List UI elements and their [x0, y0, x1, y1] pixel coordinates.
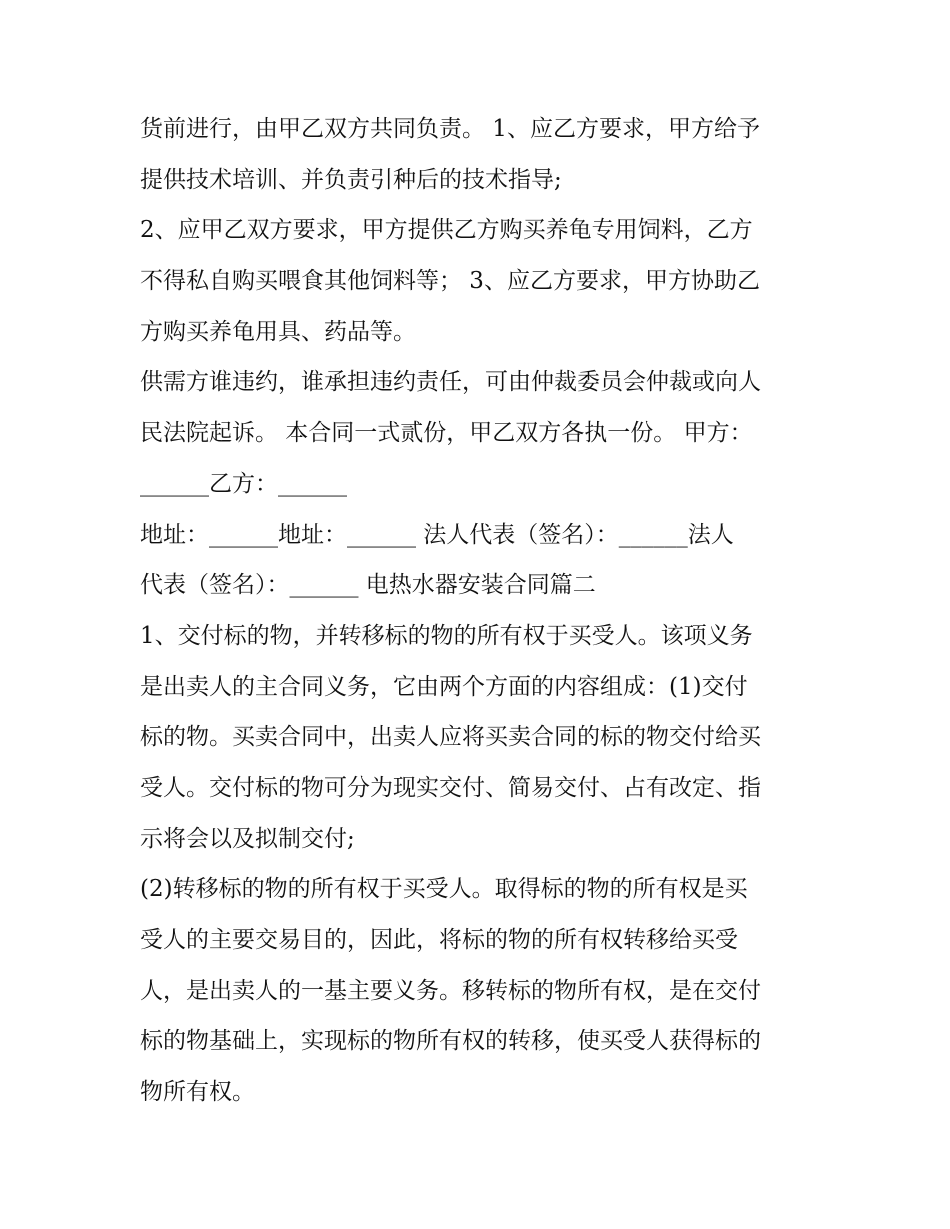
- paragraph-training: [140, 104, 820, 205]
- paragraph-ownership: [140, 864, 820, 1117]
- text-line: 不得私自购买喂食其他饲料等； 3、应乙方要求，甲方协助乙: [140, 268, 760, 295]
- text-line: 是出卖人的主合同义务，它由两个方面的内容组成：(1)交付: [140, 673, 748, 700]
- text-line: 提供技术培训、并负责引种后的技术指导;: [140, 166, 562, 193]
- document-body: [140, 104, 820, 1118]
- text-line: 2、应甲乙双方要求，甲方提供乙方购买养龟专用饲料，乙方: [140, 217, 753, 244]
- text-line: 示将会以及拟制交付;: [140, 825, 355, 852]
- text-line: 方购买养龟用具、药品等。: [140, 318, 416, 345]
- text-line: 1、交付标的物，并转移标的物的所有权于买受人。该项义务: [140, 622, 753, 649]
- text-line: 民法院起诉。 本合同一式贰份，甲乙双方各执一份。 甲方：: [140, 420, 753, 447]
- text-line: 人，是出卖人的一基主要义务。移转标的物所有权，是在交付: [140, 977, 761, 1004]
- address-representative-line: 地址：______地址：______ 法人代表（签名）：______法人: [140, 521, 734, 548]
- text-line: 受人的主要交易目的，因此，将标的物的所有权转移给买受: [140, 927, 738, 953]
- paragraph-delivery: [140, 611, 820, 864]
- text-line: 物所有权。: [140, 1079, 255, 1106]
- signature-parties-line: ______乙方：______: [140, 470, 347, 497]
- paragraph-breach: [140, 357, 820, 509]
- paragraph-addresses: [140, 510, 820, 611]
- text-line: 货前进行，由甲乙双方共同负责。 1、应乙方要求，甲方给予: [140, 116, 760, 142]
- text-line: (2)转移标的物的所有权于买受人。取得标的物的所有权是买: [140, 876, 748, 903]
- text-line: 供需方谁违约，谁承担违约责任，可由仲裁委员会仲裁或向人: [140, 369, 761, 396]
- text-line: 标的物。买卖合同中，出卖人应将买卖合同的标的物交付给买: [140, 724, 761, 751]
- text-line: 受人。交付标的物可分为现实交付、简易交付、占有改定、指: [140, 774, 761, 801]
- text-line: 标的物基础上，实现标的物所有权的转移，使买受人获得标的: [140, 1028, 761, 1055]
- section-heading-line: 代表（签名）：______ 电热水器安装合同篇二: [140, 572, 596, 599]
- paragraph-feed-supply: [140, 205, 820, 357]
